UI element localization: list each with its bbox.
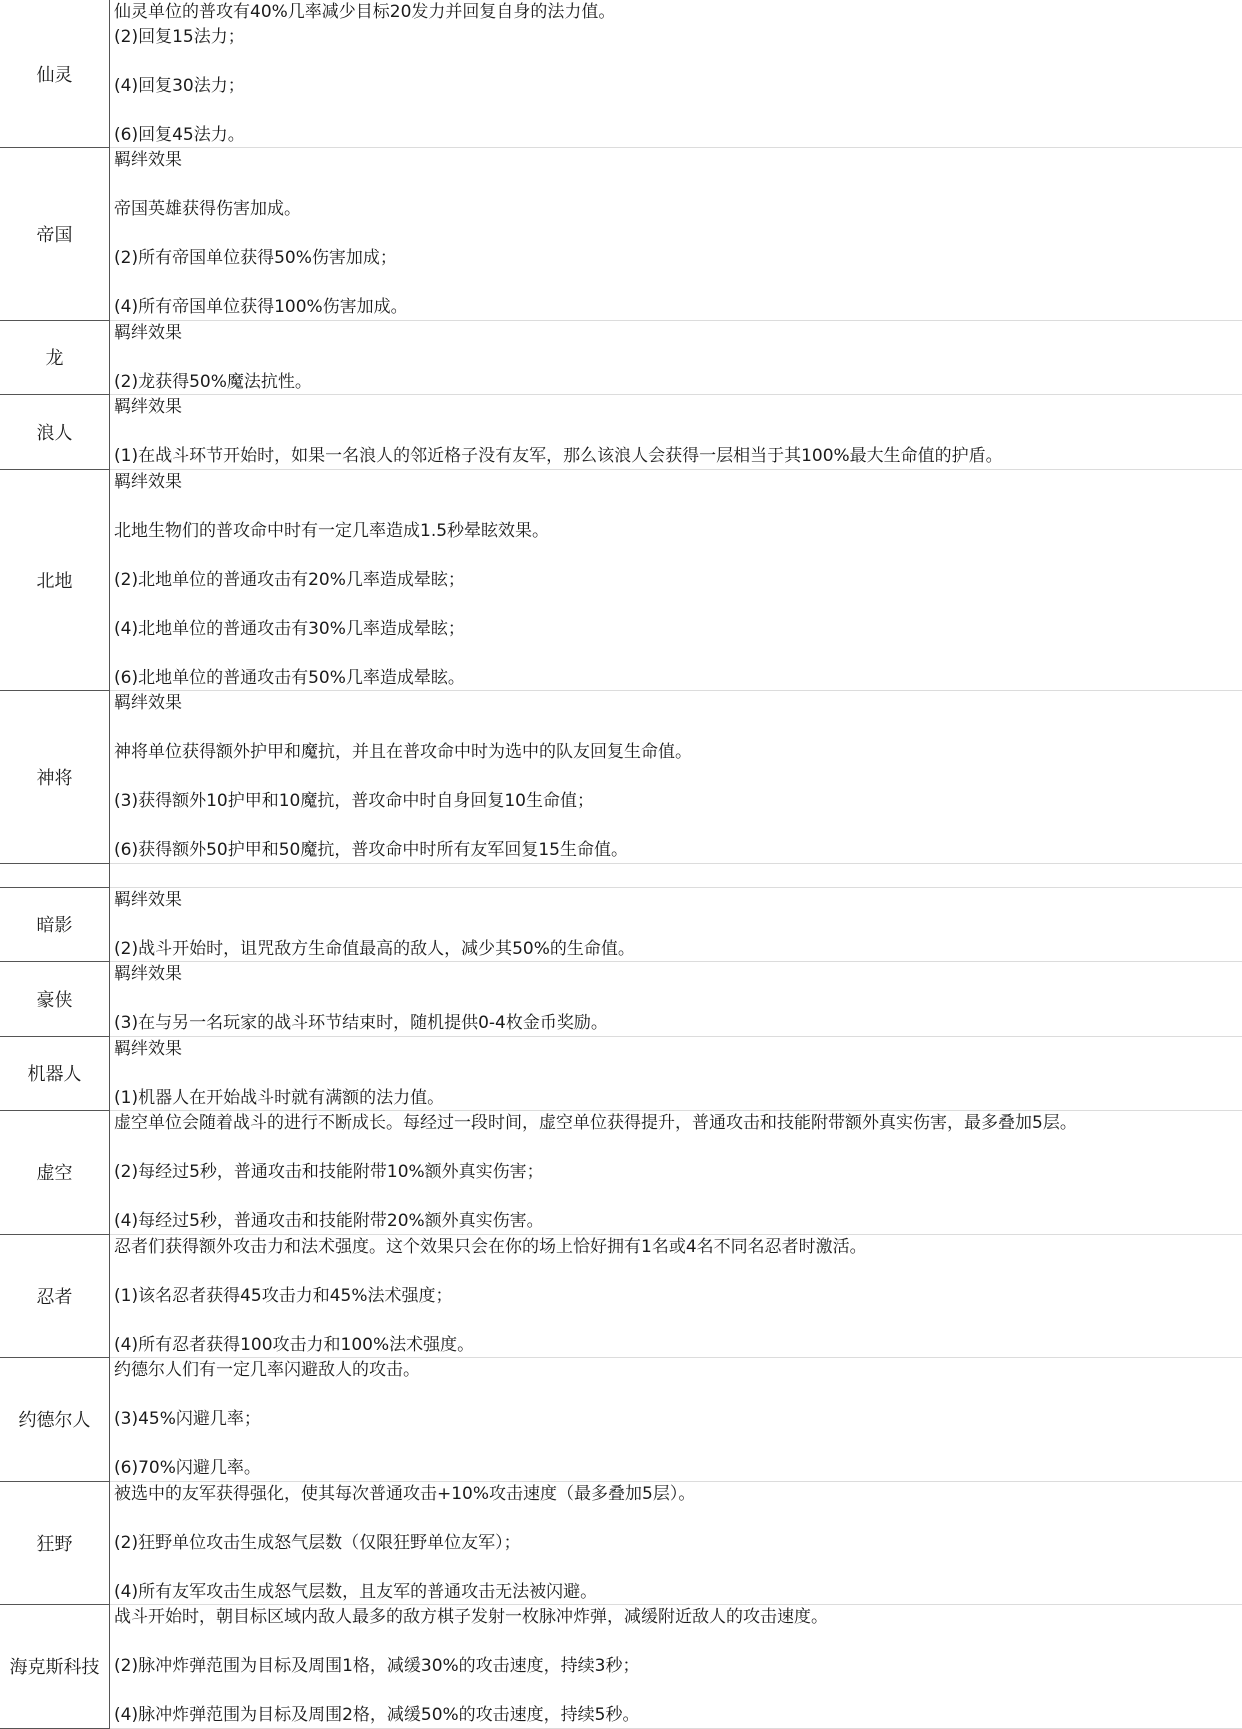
description-line <box>114 271 1242 296</box>
description-line: (4)所有忍者获得100攻击力和100%法术强度。 <box>114 1333 1242 1358</box>
trait-description <box>110 320 1242 395</box>
trait-description <box>110 148 1242 321</box>
description-line <box>114 1679 1242 1704</box>
description-line <box>114 49 1242 74</box>
table-row <box>0 1605 1242 1729</box>
description-line: (2)脉冲炸弹范围为目标及周围1格，减缓30%的攻击速度，持续3秒； <box>114 1654 1242 1679</box>
description-line: (6)回复45法力。 <box>114 123 1242 148</box>
description-line: (2)所有帝国单位获得50%伤害加成； <box>114 246 1242 271</box>
trait-name: 龙 <box>0 320 110 395</box>
description-line: 虚空单位会随着战斗的进行不断成长。每经过一段时间，虚空单位获得提升，普通攻击和技能附带额外真实伤害，最多叠加5层。 <box>114 1111 1242 1136</box>
description-line <box>114 765 1242 790</box>
table-row <box>0 1481 1242 1605</box>
description-line: (1)机器人在开始战斗时就有满额的法力值。 <box>114 1086 1242 1111</box>
table-row <box>0 1036 1242 1111</box>
description-line: 羁绊效果 <box>114 395 1242 420</box>
description-line <box>114 222 1242 247</box>
description-line: 羁绊效果 <box>114 148 1242 173</box>
description-line <box>114 1136 1242 1161</box>
description-line: 神将单位获得额外护甲和魔抗，并且在普攻命中时为选中的队友回复生命值。 <box>114 740 1242 765</box>
description-line: (4)所有帝国单位获得100%伤害加成。 <box>114 295 1242 320</box>
trait-name: 北地 <box>0 469 110 691</box>
description-line: 帝国英雄获得伤害加成。 <box>114 197 1242 222</box>
description-line: (4)所有友军攻击生成怒气层数，且友军的普通攻击无法被闪避。 <box>114 1580 1242 1605</box>
trait-name: 约德尔人 <box>0 1358 110 1482</box>
description-line: (6)70%闪避几率。 <box>114 1456 1242 1481</box>
table-row <box>0 320 1242 395</box>
description-line: (4)脉冲炸弹范围为目标及周围2格，减缓50%的攻击速度，持续5秒。 <box>114 1703 1242 1728</box>
trait-name: 仙灵 <box>0 0 110 148</box>
trait-name: 忍者 <box>0 1234 110 1358</box>
description-line <box>114 1259 1242 1284</box>
description-line: (1)该名忍者获得45攻击力和45%法术强度； <box>114 1284 1242 1309</box>
description-line: 羁绊效果 <box>114 691 1242 716</box>
trait-description <box>110 469 1242 691</box>
trait-name: 暗影 <box>0 887 110 962</box>
description-line <box>114 641 1242 666</box>
description-line: 忍者们获得额外攻击力和法术强度。这个效果只会在你的场上恰好拥有1名或4名不同名忍者时激活。 <box>114 1235 1242 1260</box>
description-line <box>114 1185 1242 1210</box>
trait-description <box>110 395 1242 470</box>
description-line: 仙灵单位的普攻有40%几率减少目标20发力并回复自身的法力值。 <box>114 0 1242 25</box>
description-line: (3)获得额外10护甲和10魔抗，普攻命中时自身回复10生命值； <box>114 789 1242 814</box>
trait-name: 虚空 <box>0 1111 110 1235</box>
description-line <box>114 814 1242 839</box>
trait-description <box>110 863 1242 887</box>
description-line <box>114 1308 1242 1333</box>
table-row <box>0 1234 1242 1358</box>
trait-description <box>110 1234 1242 1358</box>
trait-description <box>110 1111 1242 1235</box>
description-line: 约德尔人们有一定几率闪避敌人的攻击。 <box>114 1358 1242 1383</box>
description-line <box>114 1432 1242 1457</box>
description-line <box>114 494 1242 519</box>
table-row <box>0 863 1242 887</box>
description-line: (2)回复15法力； <box>114 25 1242 50</box>
trait-description <box>110 1036 1242 1111</box>
trait-description <box>110 1605 1242 1729</box>
description-line: 北地生物们的普攻命中时有一定几率造成1.5秒晕眩效果。 <box>114 519 1242 544</box>
description-line: (6)北地单位的普通攻击有50%几率造成晕眩。 <box>114 666 1242 691</box>
trait-description <box>110 962 1242 1037</box>
description-line <box>114 912 1242 937</box>
description-line <box>114 543 1242 568</box>
description-line: (1)在战斗环节开始时，如果一名浪人的邻近格子没有友军，那么该浪人会获得一层相当于其100%最大生命值的护盾。 <box>114 444 1242 469</box>
trait-name: 海克斯科技 <box>0 1605 110 1729</box>
trait-description <box>110 1481 1242 1605</box>
trait-name: 机器人 <box>0 1036 110 1111</box>
description-line: (6)获得额外50护甲和50魔抗，普攻命中时所有友军回复15生命值。 <box>114 838 1242 863</box>
description-line: 战斗开始时，朝目标区域内敌人最多的敌方棋子发射一枚脉冲炸弹，减缓附近敌人的攻击速度。 <box>114 1605 1242 1630</box>
description-line <box>114 1555 1242 1580</box>
description-line: (2)狂野单位攻击生成怒气层数（仅限狂野单位友军）； <box>114 1531 1242 1556</box>
trait-name <box>0 863 110 887</box>
description-line: 羁绊效果 <box>114 321 1242 346</box>
description-line: (3)在与另一名玩家的战斗环节结束时，随机提供0-4枚金币奖励。 <box>114 1011 1242 1036</box>
description-line: (2)北地单位的普通攻击有20%几率造成晕眩； <box>114 568 1242 593</box>
description-line: (4)回复30法力； <box>114 74 1242 99</box>
description-line <box>114 1061 1242 1086</box>
trait-description <box>110 0 1242 148</box>
description-line: (2)战斗开始时，诅咒敌方生命值最高的敌人，减少其50%的生命值。 <box>114 937 1242 962</box>
trait-description <box>110 887 1242 962</box>
table-row <box>0 1358 1242 1482</box>
table-row <box>0 469 1242 691</box>
trait-description <box>110 1358 1242 1482</box>
trait-name: 帝国 <box>0 148 110 321</box>
description-line <box>114 420 1242 445</box>
description-line: (3)45%闪避几率； <box>114 1407 1242 1432</box>
trait-description <box>110 691 1242 864</box>
description-line <box>114 1506 1242 1531</box>
description-line: 羁绊效果 <box>114 888 1242 913</box>
table-row <box>0 148 1242 321</box>
table-row <box>0 0 1242 148</box>
table-row <box>0 691 1242 864</box>
description-line: 羁绊效果 <box>114 1037 1242 1062</box>
table-row <box>0 887 1242 962</box>
trait-name: 神将 <box>0 691 110 864</box>
description-line: (4)每经过5秒，普通攻击和技能附带20%额外真实伤害。 <box>114 1209 1242 1234</box>
table-row <box>0 962 1242 1037</box>
description-line: 被选中的友军获得强化，使其每次普通攻击+10%攻击速度（最多叠加5层）。 <box>114 1482 1242 1507</box>
description-line: 羁绊效果 <box>114 962 1242 987</box>
description-line <box>114 1630 1242 1655</box>
description-line <box>114 987 1242 1012</box>
description-line <box>114 98 1242 123</box>
description-line <box>114 592 1242 617</box>
description-line <box>114 716 1242 741</box>
description-line: (2)龙获得50%魔法抗性。 <box>114 370 1242 395</box>
description-line <box>114 1383 1242 1408</box>
description-line <box>114 173 1242 198</box>
description-line: (2)每经过5秒，普通攻击和技能附带10%额外真实伤害； <box>114 1160 1242 1185</box>
trait-name: 浪人 <box>0 395 110 470</box>
description-line <box>114 345 1242 370</box>
description-line: 羁绊效果 <box>114 470 1242 495</box>
description-line: (4)北地单位的普通攻击有30%几率造成晕眩； <box>114 617 1242 642</box>
trait-name: 豪侠 <box>0 962 110 1037</box>
table-row <box>0 1111 1242 1235</box>
table-row <box>0 395 1242 470</box>
trait-name: 狂野 <box>0 1481 110 1605</box>
